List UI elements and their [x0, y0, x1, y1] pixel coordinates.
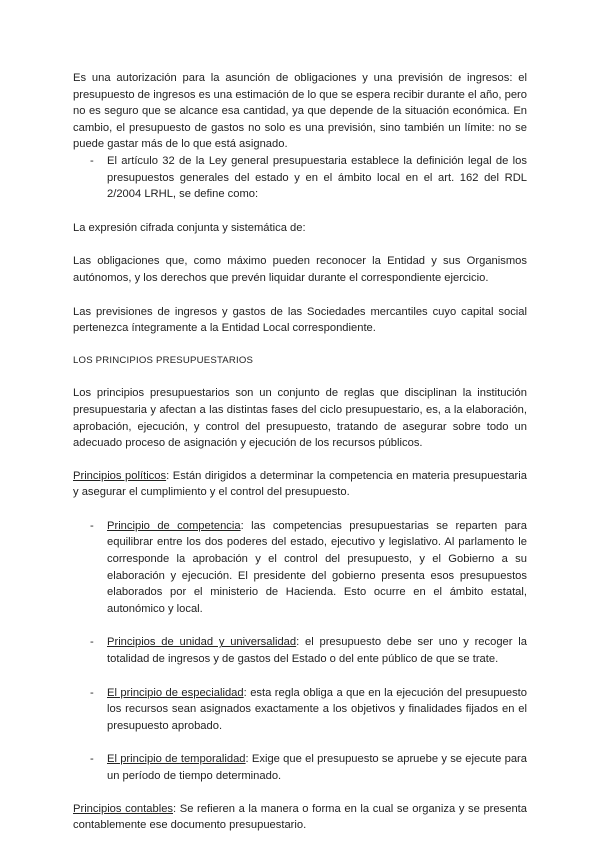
- political-principles-list: [73, 518, 527, 785]
- principle-item-competencia: [73, 518, 527, 618]
- section-heading: LOS PRINCIPIOS PRESUPUESTARIOS: [73, 354, 254, 366]
- accounting-principles-term: Principios contables: [73, 802, 174, 815]
- accounting-principles-text: : Se refieren a la manera o forma en la cual se organiza y se presenta contablemente ese documento presupuestario.: [73, 802, 527, 832]
- principles-intro: Los principios presupuestarios son un conjunto de reglas que disciplinan la institución presupuestaria y afectan a las distintas fases del ciclo presupuestario, es, a la elaboración, aprobación, ejecución, y control del presupuesto, tratando de asegurar sobre todo un adecuado proceso de asignación y ejecución de los recursos públicos.: [73, 387, 527, 450]
- intro-paragraph: Es una autorización para la asunción de obligaciones y una previsión de ingresos: el presupuesto de ingresos es una estimación de lo que se espera recibir durante el año, pero no es seguro que se alcance esa cantidad, ya que depende de la situación económica. En cambio, el presupuesto de gastos no solo es una previsión, sino también un límite: no se puede gastar más de lo que está asignado.: [73, 72, 528, 151]
- document-page: [73, 70, 527, 834]
- definition-intro: La expresión cifrada conjunta y sistemática de:: [73, 221, 306, 234]
- law-list-item: - El artículo 32 de la Ley general presupuestaria establece la definición legal de los presupuestos generales del estado y en el ámbito local en el art. 162 del RDL 2/2004 LRHL, se define como:: [73, 153, 527, 203]
- principle-item-temporalidad: [73, 751, 527, 784]
- principle-term: Principio de competencia: [107, 519, 241, 532]
- law-list: [73, 153, 527, 203]
- political-principles-text: : Están dirigidos a determinar la competencia en materia presupuestaria y asegurar el cumplimiento y el control del presupuesto.: [73, 469, 527, 499]
- principle-item-unidad: [73, 634, 527, 667]
- principle-item-especialidad: [73, 685, 527, 735]
- principle-term: Principios de unidad y universalidad: [107, 636, 297, 649]
- principle-text: : Exige que el presupuesto se apruebe y se ejecute para un período de tiempo determinado.: [107, 753, 528, 782]
- accounting-principles-paragraph: [73, 801, 527, 834]
- forecasts-paragraph: Las previsiones de ingresos y gastos de las Sociedades mercantiles cuyo capital social pertenezca íntegramente a la Entidad Local correspondiente.: [73, 305, 527, 335]
- principle-term: El principio de especialidad: [107, 686, 244, 699]
- political-principles-term: Principios políticos: [73, 469, 167, 482]
- principle-term: El principio de temporalidad: [107, 753, 246, 766]
- obligations-paragraph: Las obligaciones que, como máximo pueden reconocer la Entidad y sus Organismos autónomos, y los derechos que prevén liquidar durante el correspondiente ejercicio.: [73, 255, 527, 284]
- principle-text: : las competencias presupuestarias se reparten para equilibrar entre los dos poderes del estado, ejecutivo y legislativo. Al parlamento le corresponde la aprobación y el control del presupuesto, y el Gobierno a su elaboración y ejecución. El presidente del gobierno presenta esos presupuestos elaborados por el ministerio de Hacienda. Esto ocurre en el ámbito estatal, autonómico y local.: [107, 519, 527, 615]
- political-principles-paragraph: [73, 468, 527, 501]
- principle-text: : el presupuesto debe ser uno y recoger la totalidad de ingresos y de gastos del Estado o del ente público de que se trate.: [107, 636, 527, 666]
- principle-text: : esta regla obliga a que en la ejecución del presupuesto los recursos sean asignados exactamente a los objetivos y finalidades fijados en el presupuesto aprobado.: [107, 686, 527, 732]
